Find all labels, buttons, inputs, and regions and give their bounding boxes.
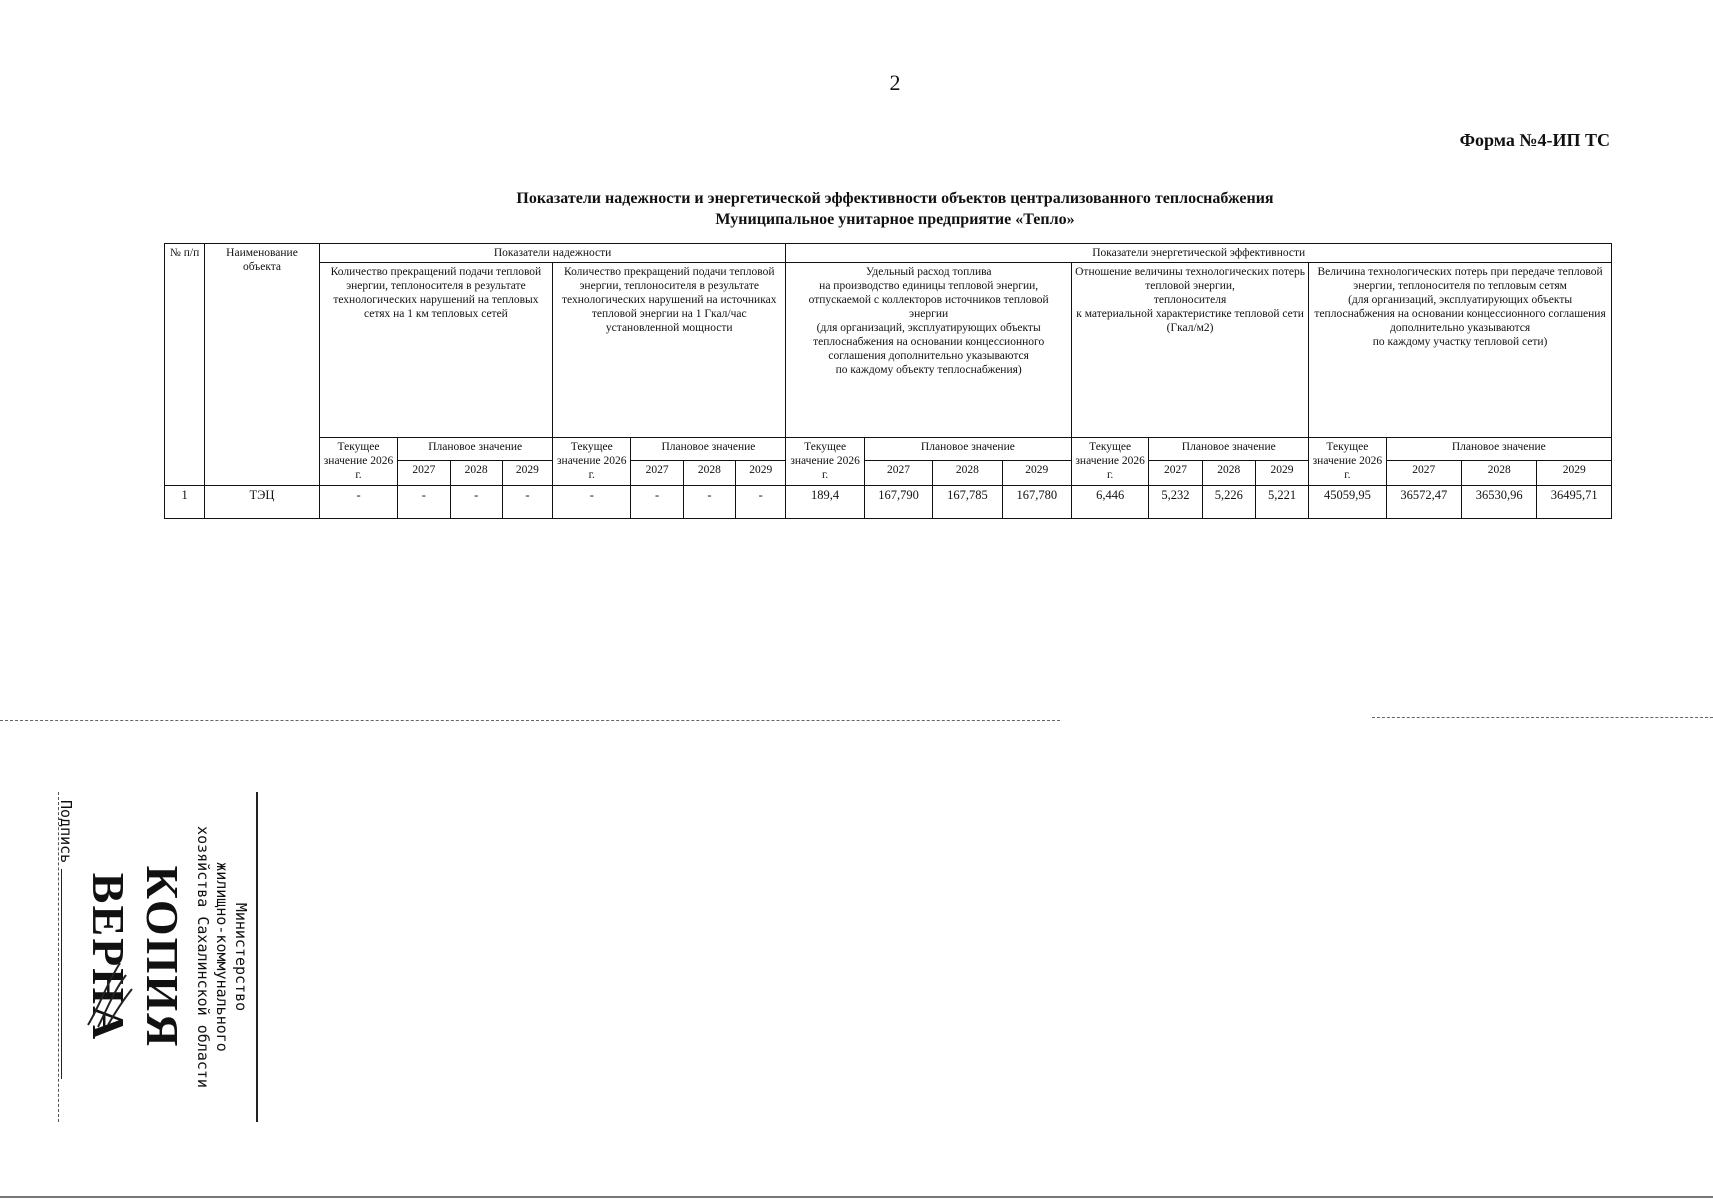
year-header: 2028 bbox=[1202, 461, 1255, 486]
value-cell: - bbox=[502, 486, 552, 519]
signature-label: Подпись bbox=[57, 800, 75, 864]
handwritten-signature bbox=[80, 955, 140, 1035]
indicator-5-header bbox=[1309, 263, 1612, 438]
year-header: 2027 bbox=[398, 461, 450, 486]
value-cell: 36572,47 bbox=[1386, 486, 1461, 519]
indicators-table bbox=[164, 243, 1612, 519]
indicator-5-line: по каждому участку тепловой сети) bbox=[1372, 336, 1548, 348]
indicator-5-line: Величина технологических потерь при передаче тепловой энергии, теплоносителя по тепловым сетям bbox=[1317, 266, 1603, 292]
plan-value-header: Плановое значение bbox=[631, 438, 786, 461]
indicator-3-line: по каждому объекту теплоснабжения) bbox=[835, 364, 1022, 376]
indicator-1-header: Количество прекращений подачи тепловой энергии, теплоносителя в результате технологических нарушений на тепловых сетях на 1 км тепловых сетей bbox=[319, 263, 552, 438]
group-reliability-header: Показатели надежности bbox=[319, 244, 786, 263]
value-cell: - bbox=[398, 486, 450, 519]
scan-artifact-line bbox=[1372, 717, 1713, 718]
plan-value-header: Плановое значение bbox=[1149, 438, 1309, 461]
value-cell: 6,446 bbox=[1071, 486, 1148, 519]
year-header: 2027 bbox=[1386, 461, 1461, 486]
value-cell: - bbox=[736, 486, 786, 519]
indicator-4-header bbox=[1071, 263, 1308, 438]
value-cell: - bbox=[553, 486, 631, 519]
indicator-2-header: Количество прекращений подачи тепловой энергии, теплоносителя в результате технологических нарушений на источниках тепловой энергии на 1 Гкал/час установленной мощности bbox=[553, 263, 786, 438]
value-cell: 5,226 bbox=[1202, 486, 1255, 519]
indicator-4-line: к материальной характеристике тепловой сети bbox=[1076, 308, 1304, 320]
plan-value-header: Плановое значение bbox=[864, 438, 1071, 461]
indicator-3-line: Удельный расход топлива bbox=[865, 266, 992, 278]
stamp-signature-line bbox=[57, 800, 75, 1114]
year-header: 2028 bbox=[450, 461, 502, 486]
object-name: ТЭЦ bbox=[205, 486, 320, 519]
title-line-1: Показатели надежности и энергетической эффективности объектов централизованного теплоснабжения bbox=[516, 190, 1274, 207]
scan-artifact-line bbox=[0, 720, 1060, 721]
group-efficiency-header: Показатели энергетической эффективности bbox=[786, 244, 1612, 263]
year-header: 2027 bbox=[631, 461, 683, 486]
value-cell: - bbox=[683, 486, 735, 519]
form-number: Форма №4-ИП ТС bbox=[1459, 130, 1610, 150]
stamp-line: жилищно-коммунального bbox=[213, 862, 231, 1052]
current-value-header: Текущее значение 2026 г. bbox=[553, 438, 631, 486]
year-header: 2029 bbox=[1537, 461, 1612, 486]
value-cell: 36495,71 bbox=[1537, 486, 1612, 519]
indicator-5-line: (для организаций, эксплуатирующих объекты теплоснабжения на основании концессионного соглашения дополнительно указываются bbox=[1314, 294, 1606, 334]
stamp-title: КОПИЯ ВЕРНА bbox=[83, 865, 188, 1049]
year-header: 2028 bbox=[933, 461, 1002, 486]
document-title bbox=[0, 188, 1713, 230]
year-header: 2028 bbox=[683, 461, 735, 486]
row-number: 1 bbox=[165, 486, 205, 519]
value-cell: 167,780 bbox=[1002, 486, 1071, 519]
value-cell: - bbox=[450, 486, 502, 519]
current-value-header: Текущее значение 2026 г. bbox=[786, 438, 864, 486]
col-number-header: № п/п bbox=[165, 244, 205, 486]
year-header: 2029 bbox=[502, 461, 552, 486]
year-header: 2027 bbox=[1149, 461, 1202, 486]
signature-underline bbox=[61, 869, 62, 1079]
value-cell: 5,232 bbox=[1149, 486, 1202, 519]
year-header: 2027 bbox=[864, 461, 932, 486]
indicator-3-header bbox=[786, 263, 1072, 438]
title-line-2: Муниципальное унитарное предприятие «Тепло» bbox=[715, 211, 1075, 228]
value-cell: 5,221 bbox=[1255, 486, 1308, 519]
page-number: 2 bbox=[889, 70, 901, 95]
value-cell: 189,4 bbox=[786, 486, 864, 519]
indicator-3-line: отпускаемой с коллекторов источников тепловой энергии bbox=[808, 294, 1049, 320]
value-cell: 45059,95 bbox=[1309, 486, 1386, 519]
current-value-header: Текущее значение 2026 г. bbox=[1309, 438, 1386, 486]
year-header: 2029 bbox=[1255, 461, 1308, 486]
current-value-header: Текущее значение 2026 г. bbox=[1071, 438, 1148, 486]
year-header: 2029 bbox=[736, 461, 786, 486]
value-cell: - bbox=[319, 486, 397, 519]
plan-value-header: Плановое значение bbox=[1386, 438, 1611, 461]
indicator-4-line: теплоносителя bbox=[1153, 294, 1227, 306]
indicator-4-line: (Гкал/м2) bbox=[1166, 322, 1214, 334]
value-cell: 167,790 bbox=[864, 486, 932, 519]
page-edge-line bbox=[0, 1196, 1713, 1198]
indicator-3-line: на производство единицы тепловой энергии, bbox=[819, 280, 1039, 292]
plan-value-header: Плановое значение bbox=[398, 438, 553, 461]
stamp-line: Министерство bbox=[232, 902, 250, 1012]
col-name-header: Наименование объекта bbox=[205, 244, 320, 486]
table-row bbox=[165, 486, 1612, 519]
indicator-3-line: (для организаций, эксплуатирующих объекты теплоснабжения на основании концессионного соглашения дополнительно указываются bbox=[813, 322, 1045, 362]
stamp-line: хозяйства Сахалинской области bbox=[194, 826, 212, 1088]
value-cell: 167,785 bbox=[933, 486, 1002, 519]
year-header: 2029 bbox=[1002, 461, 1071, 486]
value-cell: - bbox=[631, 486, 683, 519]
current-value-header: Текущее значение 2026 г. bbox=[319, 438, 397, 486]
year-header: 2028 bbox=[1462, 461, 1537, 486]
value-cell: 36530,96 bbox=[1462, 486, 1537, 519]
indicator-4-line: Отношение величины технологических потерь тепловой энергии, bbox=[1075, 266, 1306, 292]
